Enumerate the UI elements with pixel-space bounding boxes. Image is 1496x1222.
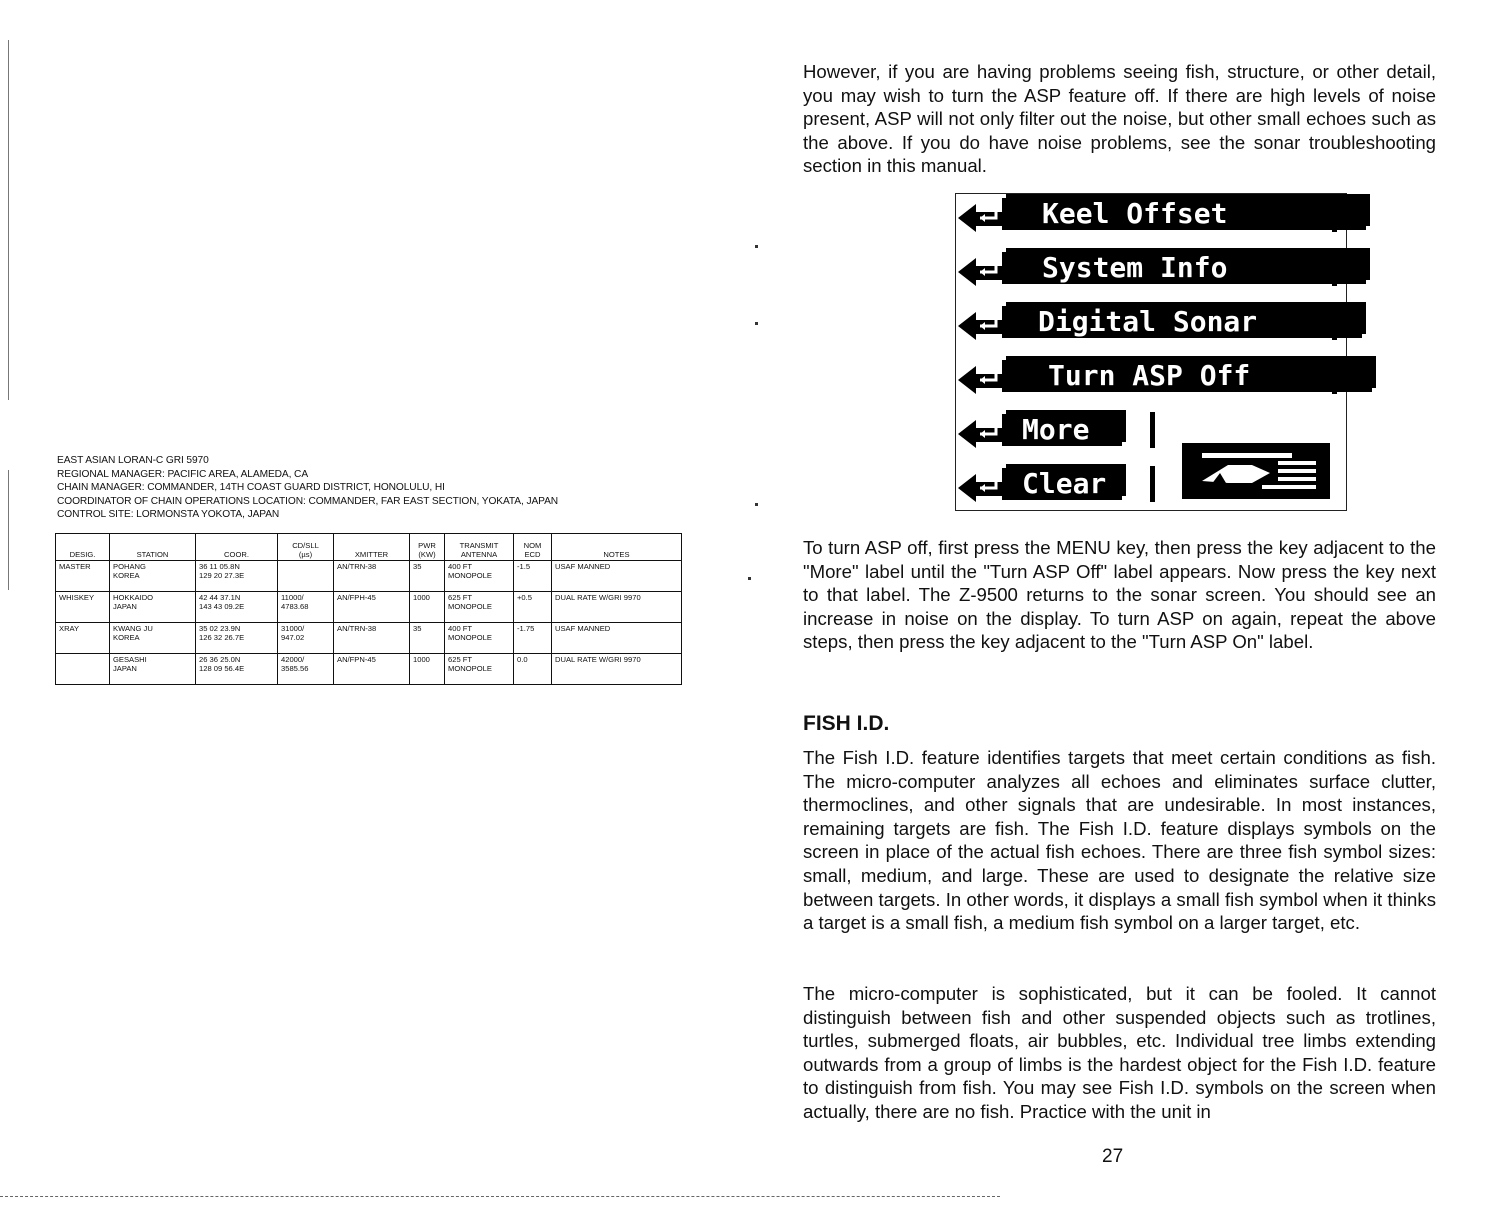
table-cell: 35 02 23.9N 126 32 26.7E xyxy=(196,623,278,654)
table-cell: +0.5 xyxy=(514,592,552,623)
enter-key-icon xyxy=(958,198,1008,234)
scan-bottom-line xyxy=(0,1196,1000,1198)
table-cell: 0.0 xyxy=(514,654,552,685)
table-cell: AN/FPH-45 xyxy=(334,592,410,623)
table-cell: HOKKAIDO JAPAN xyxy=(110,592,196,623)
table-cell: 400 FT MONOPOLE xyxy=(445,561,514,592)
enter-key-icon xyxy=(958,252,1008,288)
menu-item-turn-asp-off[interactable] xyxy=(958,358,1342,398)
table-cell: AN/TRN-38 xyxy=(334,623,410,654)
table-cell: MASTER xyxy=(56,561,110,592)
column-header: NOTES xyxy=(552,534,682,561)
gutter-mark xyxy=(755,322,758,325)
paragraph-asp-problems: However, if you are having problems seeing fish, structure, or other detail, you may wish to turn the ASP feature off. If there are high levels of noise present, ASP will not only filter out the noise, but other small echoes such as the above. If you do have noise problems, see the sonar troubleshooting section in this manual. xyxy=(803,61,1436,177)
menu-item-clear[interactable] xyxy=(958,466,1158,506)
table-cell: 42000/ 3585.56 xyxy=(278,654,334,685)
menu-label: Digital Sonar xyxy=(1002,306,1362,338)
table-row xyxy=(56,561,682,592)
header-line: REGIONAL MANAGER: PACIFIC AREA, ALAMEDA, CA xyxy=(57,468,309,480)
menu-item-more[interactable] xyxy=(958,412,1158,452)
table-cell xyxy=(56,654,110,685)
paragraph-fish-id-limits: The micro-computer is sophisticated, but it can be fooled. It cannot distinguish between fish and other suspended objects such as trotlines, turtles, submerged floats, air bubbles, etc. Individual tree limbs extending outwards from a group of limbs is the hardest object for the Fish I.D. feature to distinguish from fish. You may see Fish I.D. symbols on the screen when actually, there are no fish. Practice with the unit in xyxy=(803,983,1436,1122)
scan-edge-line xyxy=(8,40,9,400)
table-cell: DUAL RATE W/GRI 9970 xyxy=(552,592,682,623)
column-header: NOM ECD xyxy=(514,534,552,561)
table-cell: -1.5 xyxy=(514,561,552,592)
table-cell: AN/TRN-38 xyxy=(334,561,410,592)
header-line: COORDINATOR OF CHAIN OPERATIONS LOCATION: COMMANDER, FAR EAST SECTION, YOKATA, JAPAN xyxy=(57,495,559,507)
column-header: TRANSMIT ANTENNA xyxy=(445,534,514,561)
paragraph-fish-id-intro: The Fish I.D. feature identifies targets that meet certain conditions as fish. The micro-computer analyzes all echoes and eliminates surface clutter, thermoclines, and other signals that are undesirable. In most instances, remaining targets are fish. The Fish I.D. feature displays symbols on the screen in place of the actual fish echoes. There are three fish symbol sizes: small, medium, and large. These are used to designate the relative size between targets. In other words, it displays a small fish symbol when it thinks a target is a small fish, a medium fish symbol on a larger target, etc. xyxy=(803,747,1436,934)
table-cell: AN/FPN-45 xyxy=(334,654,410,685)
table-header-row xyxy=(56,534,682,561)
header-line: EAST ASIAN LORAN-C GRI 5970 xyxy=(57,455,209,466)
table-cell: 625 FT MONOPOLE xyxy=(445,592,514,623)
menu-bar-cap xyxy=(1332,250,1337,286)
loran-chain-header xyxy=(57,454,697,522)
table-cell: USAF MANNED xyxy=(552,623,682,654)
enter-key-icon xyxy=(958,306,1008,342)
table-cell: KWANG JU KOREA xyxy=(110,623,196,654)
table-cell: WHISKEY xyxy=(56,592,110,623)
fish-id-key[interactable] xyxy=(1182,443,1330,499)
menu-label: Keel Offset xyxy=(1002,198,1366,230)
table-cell: 36 11 05.8N 129 20 27.3E xyxy=(196,561,278,592)
paragraph-turn-asp-off: To turn ASP off, first press the MENU key, then press the key adjacent to the "More" label until the "Turn ASP Off" label appears. Now press the key next to that label. The Z-9500 returns to the sonar screen. You should see an increase in noise on the display. To turn ASP on again, repeat the above steps, then press the key adjacent to the "Turn ASP On" label. xyxy=(803,537,1436,653)
column-header: COOR. xyxy=(196,534,278,561)
column-header: STATION xyxy=(110,534,196,561)
table-row xyxy=(56,592,682,623)
table-cell: 400 FT MONOPOLE xyxy=(445,623,514,654)
table-cell: -1.75 xyxy=(514,623,552,654)
menu-item-digital-sonar[interactable] xyxy=(958,304,1342,344)
menu-label: System Info xyxy=(1002,252,1366,284)
table-cell: GESASHI JAPAN xyxy=(110,654,196,685)
table-cell: DUAL RATE W/GRI 9970 xyxy=(552,654,682,685)
column-header: PWR (KW) xyxy=(410,534,445,561)
header-line: CONTROL SITE: LORMONSTA YOKOTA, JAPAN xyxy=(57,509,280,521)
menu-item-system-info[interactable] xyxy=(958,250,1342,290)
column-header: DESIG. xyxy=(56,534,110,561)
table-cell: 1000 xyxy=(410,592,445,623)
menu-bar-cap xyxy=(1150,466,1155,502)
page-number: 27 xyxy=(1102,1146,1124,1167)
enter-key-icon xyxy=(958,414,1008,450)
table-cell xyxy=(278,561,334,592)
table-cell: 11000/ 4783.68 xyxy=(278,592,334,623)
gutter-mark xyxy=(755,245,758,248)
menu-label: More xyxy=(1002,414,1122,446)
fish-symbol-icon xyxy=(1182,443,1330,499)
table-cell: XRAY xyxy=(56,623,110,654)
menu-bar-cap xyxy=(1150,412,1155,448)
table-cell: 1000 xyxy=(410,654,445,685)
gutter-mark xyxy=(755,503,758,506)
table-row xyxy=(56,623,682,654)
menu-bar-cap xyxy=(1332,304,1337,340)
loran-station-table xyxy=(55,533,682,685)
menu-bar-cap xyxy=(1332,196,1337,232)
column-header: XMITTER xyxy=(334,534,410,561)
table-cell: 42 44 37.1N 143 43 09.2E xyxy=(196,592,278,623)
column-header: CD/SLL (µs) xyxy=(278,534,334,561)
enter-key-icon xyxy=(958,360,1008,396)
gutter-mark xyxy=(748,577,751,580)
table-cell: 35 xyxy=(410,623,445,654)
sonar-menu-screen xyxy=(955,193,1347,511)
menu-bar-cap xyxy=(1332,358,1337,394)
table-cell: 26 36 25.0N 128 09 56.4E xyxy=(196,654,278,685)
enter-key-icon xyxy=(958,468,1008,504)
table-cell: 35 xyxy=(410,561,445,592)
table-cell: USAF MANNED xyxy=(552,561,682,592)
menu-label: Turn ASP Off xyxy=(1002,360,1372,392)
scan-edge-line xyxy=(8,470,9,590)
table-cell: 31000/ 947.02 xyxy=(278,623,334,654)
menu-label: Clear xyxy=(1002,468,1122,500)
table-row xyxy=(56,654,682,685)
header-line: CHAIN MANAGER: COMMANDER, 14TH COAST GUARD DISTRICT, HONOLULU, HI xyxy=(57,482,445,494)
section-heading-fish-id: FISH I.D. xyxy=(803,712,890,735)
menu-item-keel-offset[interactable] xyxy=(958,196,1342,236)
table-cell: 625 FT MONOPOLE xyxy=(445,654,514,685)
table-cell: POHANG KOREA xyxy=(110,561,196,592)
